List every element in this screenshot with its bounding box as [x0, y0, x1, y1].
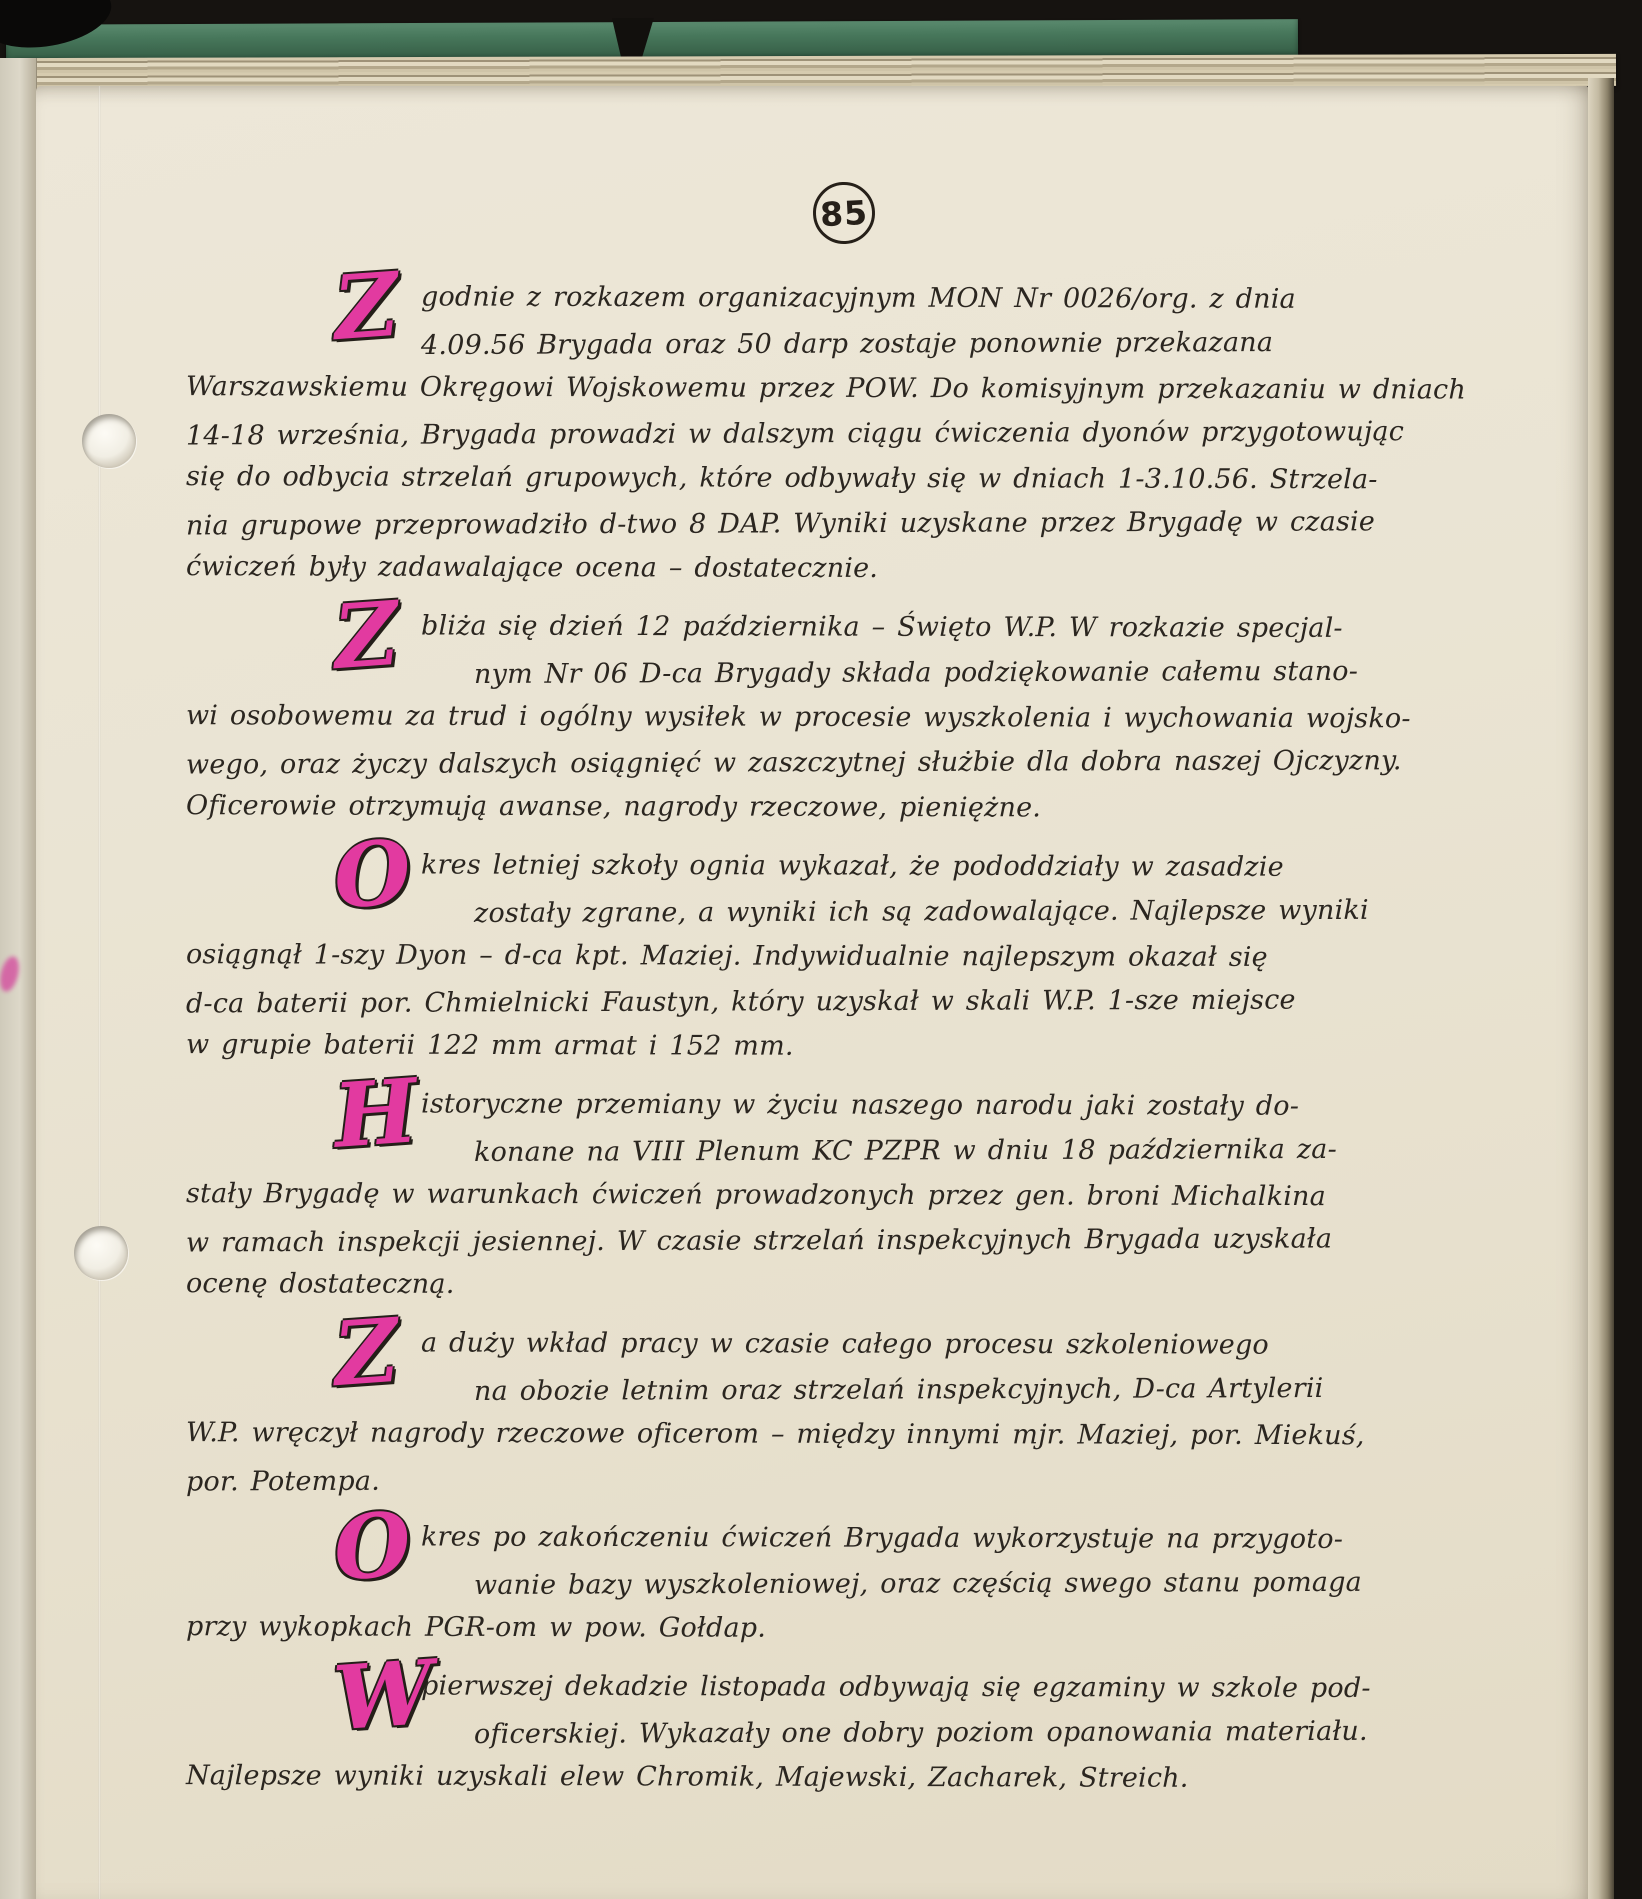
manuscript-line: w ramach inspekcji jesiennej. W czasie strzelań inspekcyjnych Brygada uzyskała: [185, 1223, 1333, 1259]
page-edge-right: [1588, 78, 1614, 1899]
manuscript-line: się do odbycia strzelań grupowych, które odbywały się w dniach 1-3.10.56. Strzela-: [185, 461, 1378, 496]
manuscript-line: bliża się dzień 12 października – Święto W.P. W rozkazie specjal-: [420, 610, 1343, 644]
manuscript-line: pierwszej dekadzie listopada odbywają się egzaminy w szkole pod-: [420, 1670, 1371, 1704]
manuscript-line: por. Potempa.: [185, 1465, 381, 1498]
illuminated-initial: Z: [330, 580, 402, 690]
manuscript-line: przy wykopkach PGR-om w pow. Gołdap.: [185, 1611, 767, 1644]
illuminated-initial: W: [330, 1639, 437, 1751]
manuscript-line: istoryczne przemiany w życiu naszego narodu jaki zostały do-: [420, 1088, 1300, 1122]
manuscript-line: zostały zgrane, a wyniki ich są zadowalające. Najlepsze wyniki: [473, 894, 1369, 929]
manuscript-line: Warszawskiemu Okręgowi Wojskowemu przez POW. Do komisyjnym przekazaniu w dniach: [185, 371, 1467, 406]
paragraph-5: [36, 1297, 1588, 1502]
manuscript-line: na obozie letnim oraz strzelań inspekcyjnych, D-ca Artylerii: [473, 1372, 1324, 1407]
page-stack-edges: [16, 54, 1616, 90]
manuscript-body: [36, 86, 1588, 1800]
manuscript-line: oficerskiej. Wykazały one dobry poziom opanowania materiału.: [473, 1715, 1368, 1750]
manuscript-line: osiągnął 1-szy Dyon – d-ca kpt. Maziej. Indywidualnie najlepszym okazał się: [185, 939, 1268, 973]
manuscript-line: kres po zakończeniu ćwiczeń Brygada wykorzystuje na przygoto-: [420, 1521, 1344, 1555]
illuminated-initial: Z: [330, 251, 402, 361]
illuminated-initial: O: [330, 819, 415, 929]
manuscript-line: kres letniej szkoły ognia wykazał, że pododdziały w zasadzie: [420, 849, 1284, 883]
paragraph-7: [36, 1639, 1588, 1800]
manuscript-line: nym Nr 06 D-ca Brygady składa podziękowanie całemu stano-: [473, 655, 1359, 690]
manuscript-line: konane na VIII Plenum KC PZPR w dniu 18 października za-: [473, 1133, 1337, 1168]
paragraph-6: [36, 1491, 1588, 1651]
illuminated-initial: O: [330, 1491, 415, 1601]
manuscript-line: W.P. wręczył nagrody rzeczowe oficerom – między innymi mjr. Maziej, por. Miekuś,: [185, 1417, 1365, 1452]
page-number: 85: [819, 192, 869, 234]
manuscript-line: Najlepsze wyniki uzyskali elew Chromik, Majewski, Zacharek, Streich.: [185, 1760, 1189, 1794]
manuscript-line: wi osobowemu za trud i ogólny wysiłek w procesie wyszkolenia i wychowania wojsko-: [185, 700, 1411, 735]
manuscript-line: d-ca baterii por. Chmielnicki Faustyn, który uzyskał w skali W.P. 1-sze miejsce: [185, 984, 1296, 1020]
manuscript-line: w grupie baterii 122 mm armat i 152 mm.: [185, 1029, 794, 1062]
illuminated-initial: Z: [330, 1297, 402, 1407]
paragraph-4: [36, 1058, 1588, 1308]
manuscript-line: a duży wkład pracy w czasie całego procesu szkoleniowego: [420, 1327, 1269, 1361]
manuscript-line: Oficerowie otrzymują awanse, nagrody rzeczowe, pieniężne.: [185, 790, 1042, 824]
manuscript-line: stały Brygadę w warunkach ćwiczeń prowadzonych przez gen. broni Michalkina: [185, 1178, 1327, 1213]
paragraph-1: [36, 251, 1588, 591]
manuscript-line: ćwiczeń były zadawalające ocena – dostatecznie.: [185, 551, 879, 584]
manuscript-line: wanie bazy wyszkoleniowej, oraz częścią swego stanu pomaga: [473, 1566, 1363, 1601]
illuminated-initial: H: [330, 1058, 421, 1168]
manuscript-line: 4.09.56 Brygada oraz 50 darp zostaje ponownie przekazana: [420, 327, 1274, 362]
document-page: [36, 86, 1588, 1899]
manuscript-line: godnie z rozkazem organizacyjnym MON Nr 0026/org. z dnia: [420, 281, 1296, 315]
paragraph-3: [36, 819, 1588, 1069]
manuscript-line: wego, oraz życzy dalszych osiągnięć w zaszczytnej służbie dla dobra naszej Ojczyzny.: [185, 745, 1402, 781]
manuscript-line: nia grupowe przeprowadziło d-two 8 DAP. Wyniki uzyskane przez Brygadę w czasie: [185, 506, 1376, 542]
manuscript-line: ocenę dostateczną.: [185, 1268, 455, 1300]
manuscript-line: 14-18 września, Brygada prowadzi w dalszym ciągu ćwiczenia dyonów przygotowując: [185, 416, 1405, 452]
paragraph-2: [36, 580, 1588, 830]
